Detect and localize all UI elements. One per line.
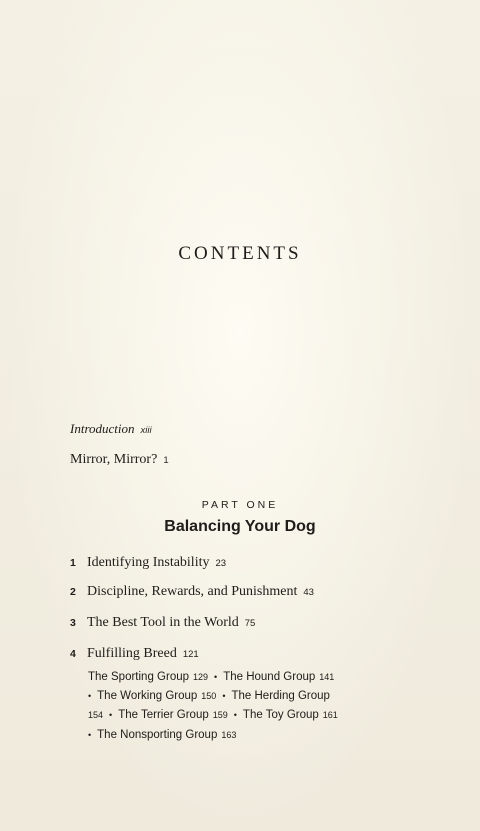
toc-entry-label: Mirror, Mirror? bbox=[70, 452, 158, 467]
toc-page-number: 129 bbox=[193, 672, 209, 682]
part-label: PART ONE bbox=[201, 499, 279, 511]
contents-heading: CONTENTS bbox=[178, 243, 302, 264]
chapter-title: The Best Tool in the World bbox=[87, 615, 239, 630]
bullet-separator: • bbox=[222, 691, 226, 702]
subsection-title: The Hound Group bbox=[223, 671, 316, 683]
chapter-number: 3 bbox=[70, 617, 76, 629]
toc-page-number: 159 bbox=[212, 710, 228, 721]
toc-subsection-hound[interactable] bbox=[223, 671, 334, 683]
toc-entry-introduction[interactable] bbox=[70, 421, 152, 437]
bullet-separator: • bbox=[233, 710, 237, 721]
toc-chapter-1[interactable] bbox=[70, 555, 226, 571]
subsection-title: The Herding Group bbox=[231, 690, 330, 703]
toc-subsection-herding[interactable] bbox=[231, 690, 329, 702]
toc-page-number: 23 bbox=[215, 558, 227, 569]
chapter-title: Identifying Instability bbox=[87, 555, 210, 570]
chapter-title: Fulfilling Breed bbox=[87, 646, 177, 661]
toc-chapter-2[interactable] bbox=[70, 584, 314, 600]
subsection-title: The Terrier Group bbox=[118, 709, 209, 722]
toc-subsection-terrier[interactable] bbox=[118, 709, 228, 721]
toc-subsection-nonsporting[interactable] bbox=[97, 729, 236, 741]
chapter-title: Discipline, Rewards, and Punishment bbox=[87, 584, 298, 599]
toc-page-number: xiii bbox=[140, 425, 152, 436]
toc-chapter-4[interactable] bbox=[70, 646, 199, 662]
subsection-title: The Working Group bbox=[97, 690, 198, 703]
toc-page-number: 75 bbox=[244, 618, 256, 629]
toc-entry-mirror-mirror[interactable] bbox=[70, 452, 169, 468]
chapter-number: 1 bbox=[70, 557, 76, 569]
toc-page-number: 141 bbox=[319, 672, 335, 682]
part-title: Balancing Your Dog bbox=[164, 518, 316, 535]
toc-subsection-working[interactable] bbox=[97, 690, 216, 702]
toc-page-number: 161 bbox=[322, 710, 338, 721]
subsection-title: The Sporting Group bbox=[88, 671, 190, 683]
bullet-separator: • bbox=[88, 729, 92, 740]
chapter-4-subsections bbox=[88, 668, 428, 745]
toc-subsection-sporting[interactable] bbox=[88, 671, 208, 683]
toc-subsection-toy[interactable] bbox=[243, 709, 338, 721]
bullet-separator: • bbox=[109, 710, 113, 721]
toc-page-number: 154 bbox=[88, 710, 104, 721]
toc-page-number: 1 bbox=[163, 455, 169, 466]
toc-entry-label: Introduction bbox=[70, 421, 135, 436]
toc-page-number: 163 bbox=[221, 729, 237, 740]
bullet-separator: • bbox=[214, 672, 218, 682]
chapter-number: 4 bbox=[70, 648, 76, 660]
bullet-separator: • bbox=[88, 691, 92, 702]
chapter-number: 2 bbox=[70, 586, 76, 598]
toc-page-number: 121 bbox=[182, 649, 199, 660]
subsection-title: The Toy Group bbox=[242, 709, 319, 722]
subsection-title: The Nonsporting Group bbox=[97, 728, 218, 741]
toc-page-number: 150 bbox=[201, 691, 217, 702]
toc-page-number: 43 bbox=[303, 587, 314, 598]
toc-chapter-3[interactable] bbox=[70, 615, 255, 631]
